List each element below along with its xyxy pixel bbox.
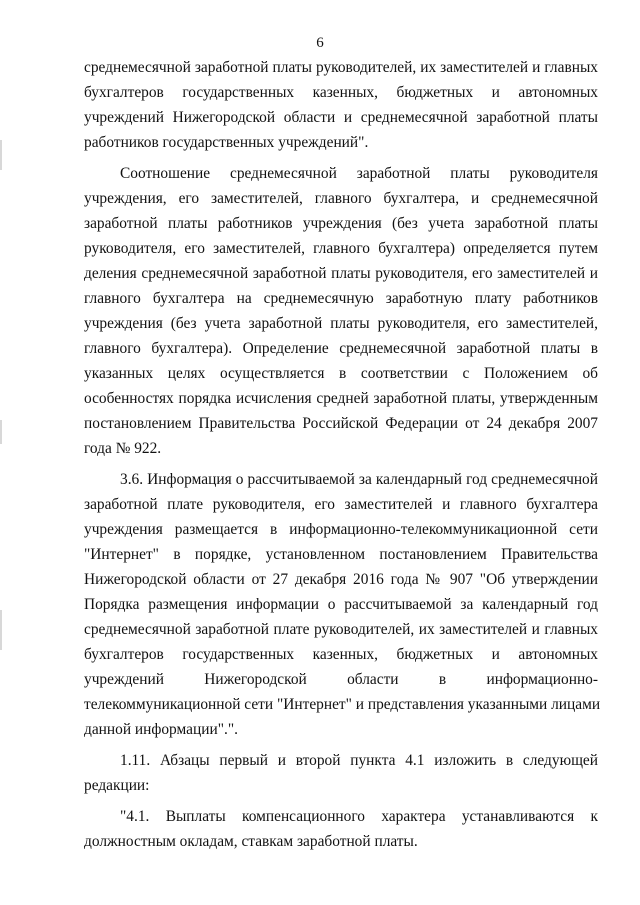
text-line: Соотношение среднемесячной заработной платы руководителя — [120, 165, 598, 182]
paragraph-salary-ratio — [84, 161, 598, 461]
text-line: бухгалтеров государственных казенных, бюджетных и автономных — [84, 646, 598, 663]
text-line: работников государственных учреждений". — [84, 134, 369, 151]
text-line: заработной платы работников учреждения (без учета заработной платы — [84, 215, 598, 232]
text-line: года № 922. — [84, 440, 162, 457]
paragraph-3-6 — [84, 467, 601, 742]
text-line: особенностях порядка исчисления средней заработной платы, утвержденным — [84, 390, 598, 407]
page-number: 6 — [316, 35, 324, 51]
text-line: учреждения размещается в информационно-телекоммуникационной сети — [84, 521, 598, 538]
text-line: заработной плате руководителя, его заместителей и главного бухгалтера — [84, 496, 598, 513]
text-line: должностным окладам, ставкам заработной платы. — [84, 833, 418, 850]
text-line: данной информации".". — [84, 721, 238, 738]
paragraph-continuation — [84, 55, 598, 155]
text-line: 3.6. Информация о рассчитываемой за календарный год среднемесячной — [120, 471, 598, 488]
text-line: главного бухгалтера). Определение среднемесячной заработной платы в — [84, 340, 598, 357]
document-body — [84, 55, 601, 854]
text-line: постановлением Правительства Российской Федерации от 24 декабря 2007 — [84, 415, 598, 432]
text-line: среднемесячной заработной платы руководителей, их заместителей и главных — [84, 59, 598, 76]
text-line: "Интернет" в порядке, установленном постановлением Правительства — [84, 546, 598, 563]
text-line: 1.11. Абзацы первый и второй пункта 4.1 изложить в следующей — [120, 752, 598, 769]
paragraph-4-1 — [84, 804, 598, 854]
paragraph-1-11 — [84, 748, 598, 798]
scan-mark — [0, 610, 2, 650]
text-line: главного бухгалтера на среднемесячную заработную плату работников — [84, 290, 598, 307]
text-line: учреждения (без учета заработной платы руководителя, его заместителей, — [84, 315, 598, 332]
text-line: учреждений Нижегородской области и среднемесячной заработной платы — [84, 109, 598, 126]
text-line: телекоммуникационной сети "Интернет" и представления указанными лицами — [84, 696, 601, 713]
text-line: указанных целях осуществляется в соответствии с Положением об — [84, 365, 598, 382]
text-line: деления среднемесячной заработной платы руководителя, его заместителей и — [84, 265, 598, 282]
text-line: редакции: — [84, 777, 150, 794]
text-line: Нижегородской области от 27 декабря 2016 года № 907 "Об утверждении — [84, 571, 598, 588]
text-line: среднемесячной заработной плате руководителей, их заместителей и главных — [84, 621, 598, 638]
text-line: учреждения, его заместителей, главного бухгалтера, и среднемесячной — [84, 190, 598, 207]
scan-mark — [0, 420, 2, 444]
text-line: руководителя, его заместителей, главного бухгалтера) определяется путем — [84, 240, 598, 257]
text-line: учреждений Нижегородской области в информационно- — [84, 671, 598, 688]
text-line: "4.1. Выплаты компенсационного характера устанавливаются к — [120, 808, 598, 825]
scan-mark — [0, 140, 2, 170]
text-line: бухгалтеров государственных казенных, бюджетных и автономных — [84, 84, 598, 101]
text-line: Порядка размещения информации о рассчитываемой за календарный год — [84, 596, 598, 613]
